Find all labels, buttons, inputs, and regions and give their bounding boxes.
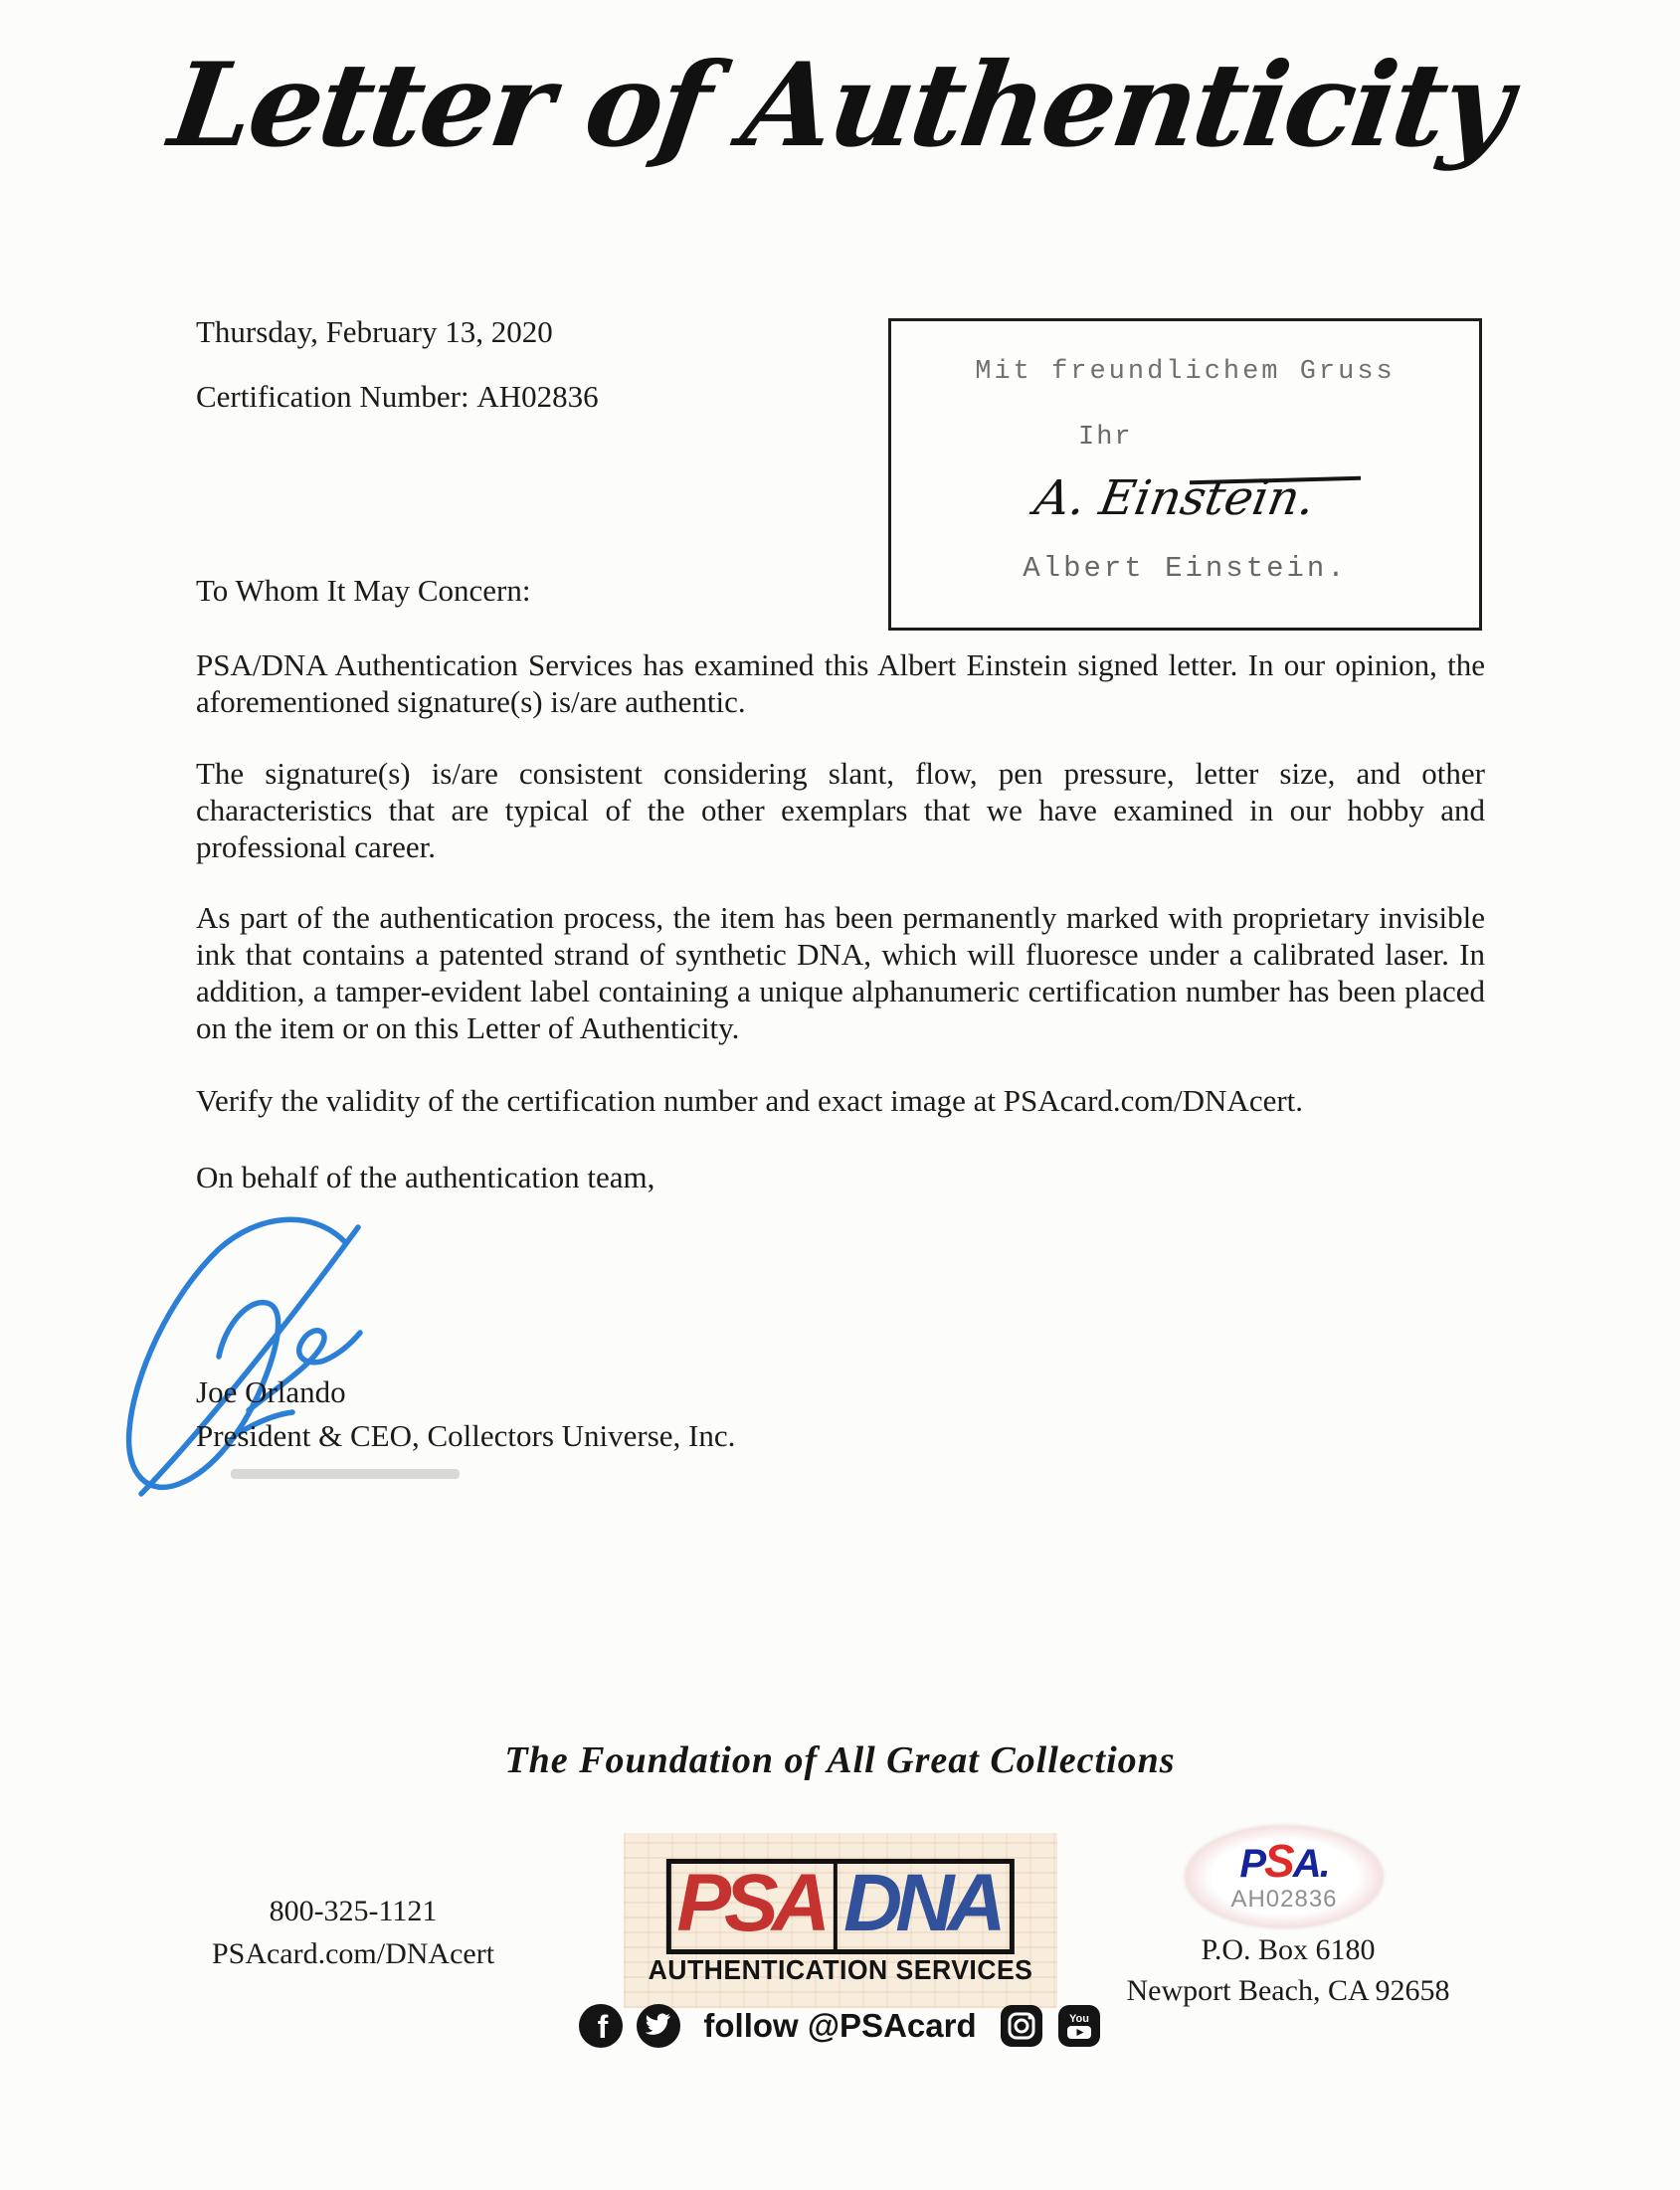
facebook-icon	[578, 2003, 624, 2049]
sticker-letter-p: P	[1239, 1841, 1264, 1886]
social-follow-text: follow @PSAcard	[703, 2007, 977, 2044]
phone-number: 800-325-1121	[269, 1895, 438, 1927]
specimen-typed-name: Albert Einstein.	[1023, 552, 1348, 585]
svg-text:f: f	[598, 2009, 609, 2045]
svg-text:You: You	[1068, 2013, 1089, 2025]
joe-orlando-signature-ink	[107, 1205, 446, 1504]
specimen-typed-greeting: Mit freundlichem Gruss	[975, 357, 1396, 387]
psa-logo-text: PSA	[670, 1864, 838, 1949]
salutation: To Whom It May Concern:	[196, 573, 531, 608]
certification-number-label: Certification Number:	[196, 379, 469, 414]
sticker-cert-number: AH02836	[1230, 1885, 1338, 1913]
signer-title: President & CEO, Collectors Universe, Inc.	[196, 1418, 736, 1453]
psa-dna-logo-frame	[665, 1859, 1014, 1954]
page-title: Letter of Authenticity	[162, 38, 1518, 173]
psa-cert-sticker	[1186, 1826, 1383, 1927]
einstein-handwritten-signature: A. Einstein.	[1030, 470, 1320, 526]
address-block	[1114, 1933, 1462, 2008]
social-media-row	[0, 2003, 1680, 2049]
website-url: PSAcard.com/DNAcert	[211, 1937, 495, 1970]
dna-logo-text: DNA	[842, 1858, 1000, 1948]
certification-number-value: AH02836	[476, 379, 599, 414]
body-paragraph-1: PSA/DNA Authentication Services has examined this Albert Einstein signed letter. In our opinion, the aforementioned signature(s) is/are authentic.	[196, 647, 1485, 719]
letter-date: Thursday, February 13, 2020	[196, 314, 553, 349]
signer-name: Joe Orlando	[196, 1374, 346, 1409]
body-paragraph-2: The signature(s) is/are consistent considering slant, flow, pen pressure, letter size, and other characteristics that are typical of the other exemplars that we have examined in our hobby and professional career.	[196, 756, 1485, 864]
twitter-icon	[636, 2003, 681, 2049]
footer-tagline: The Foundation of All Great Collections	[504, 1739, 1176, 1781]
psa-dna-logo-block	[624, 1833, 1057, 2008]
signature-specimen-box	[888, 318, 1482, 631]
address-po-box: P.O. Box 6180	[1201, 1933, 1376, 1966]
sticker-psa-logo	[1239, 1834, 1329, 1887]
sticker-letter-s: S	[1264, 1834, 1293, 1887]
address-city: Newport Beach, CA 92658	[1126, 1974, 1450, 2007]
body-paragraph-closing: On behalf of the authentication team,	[196, 1160, 655, 1194]
instagram-icon	[999, 2003, 1044, 2049]
certification-number-line	[196, 379, 599, 415]
body-paragraph-verify: Verify the validity of the certification number and exact image at PSAcard.com/DNAcert.	[196, 1083, 1304, 1118]
youtube-icon	[1056, 2003, 1102, 2049]
sticker-letter-a: A.	[1292, 1841, 1329, 1886]
contact-block	[179, 1895, 527, 1971]
specimen-typed-ihr: Ihr	[1078, 423, 1133, 453]
authentication-services-label: AUTHENTICATION SERVICES	[648, 1954, 1032, 1985]
body-paragraph-3: As part of the authentication process, the item has been permanently marked with proprietary invisible ink that contains a patented strand of synthetic DNA, which will fluoresce under a calibrated laser. In addition, a tamper-evident label containing a unique alphanumeric certification number has been placed on the item or on this Letter of Authenticity.	[196, 900, 1485, 1045]
scan-artifact-smudge	[231, 1469, 460, 1479]
